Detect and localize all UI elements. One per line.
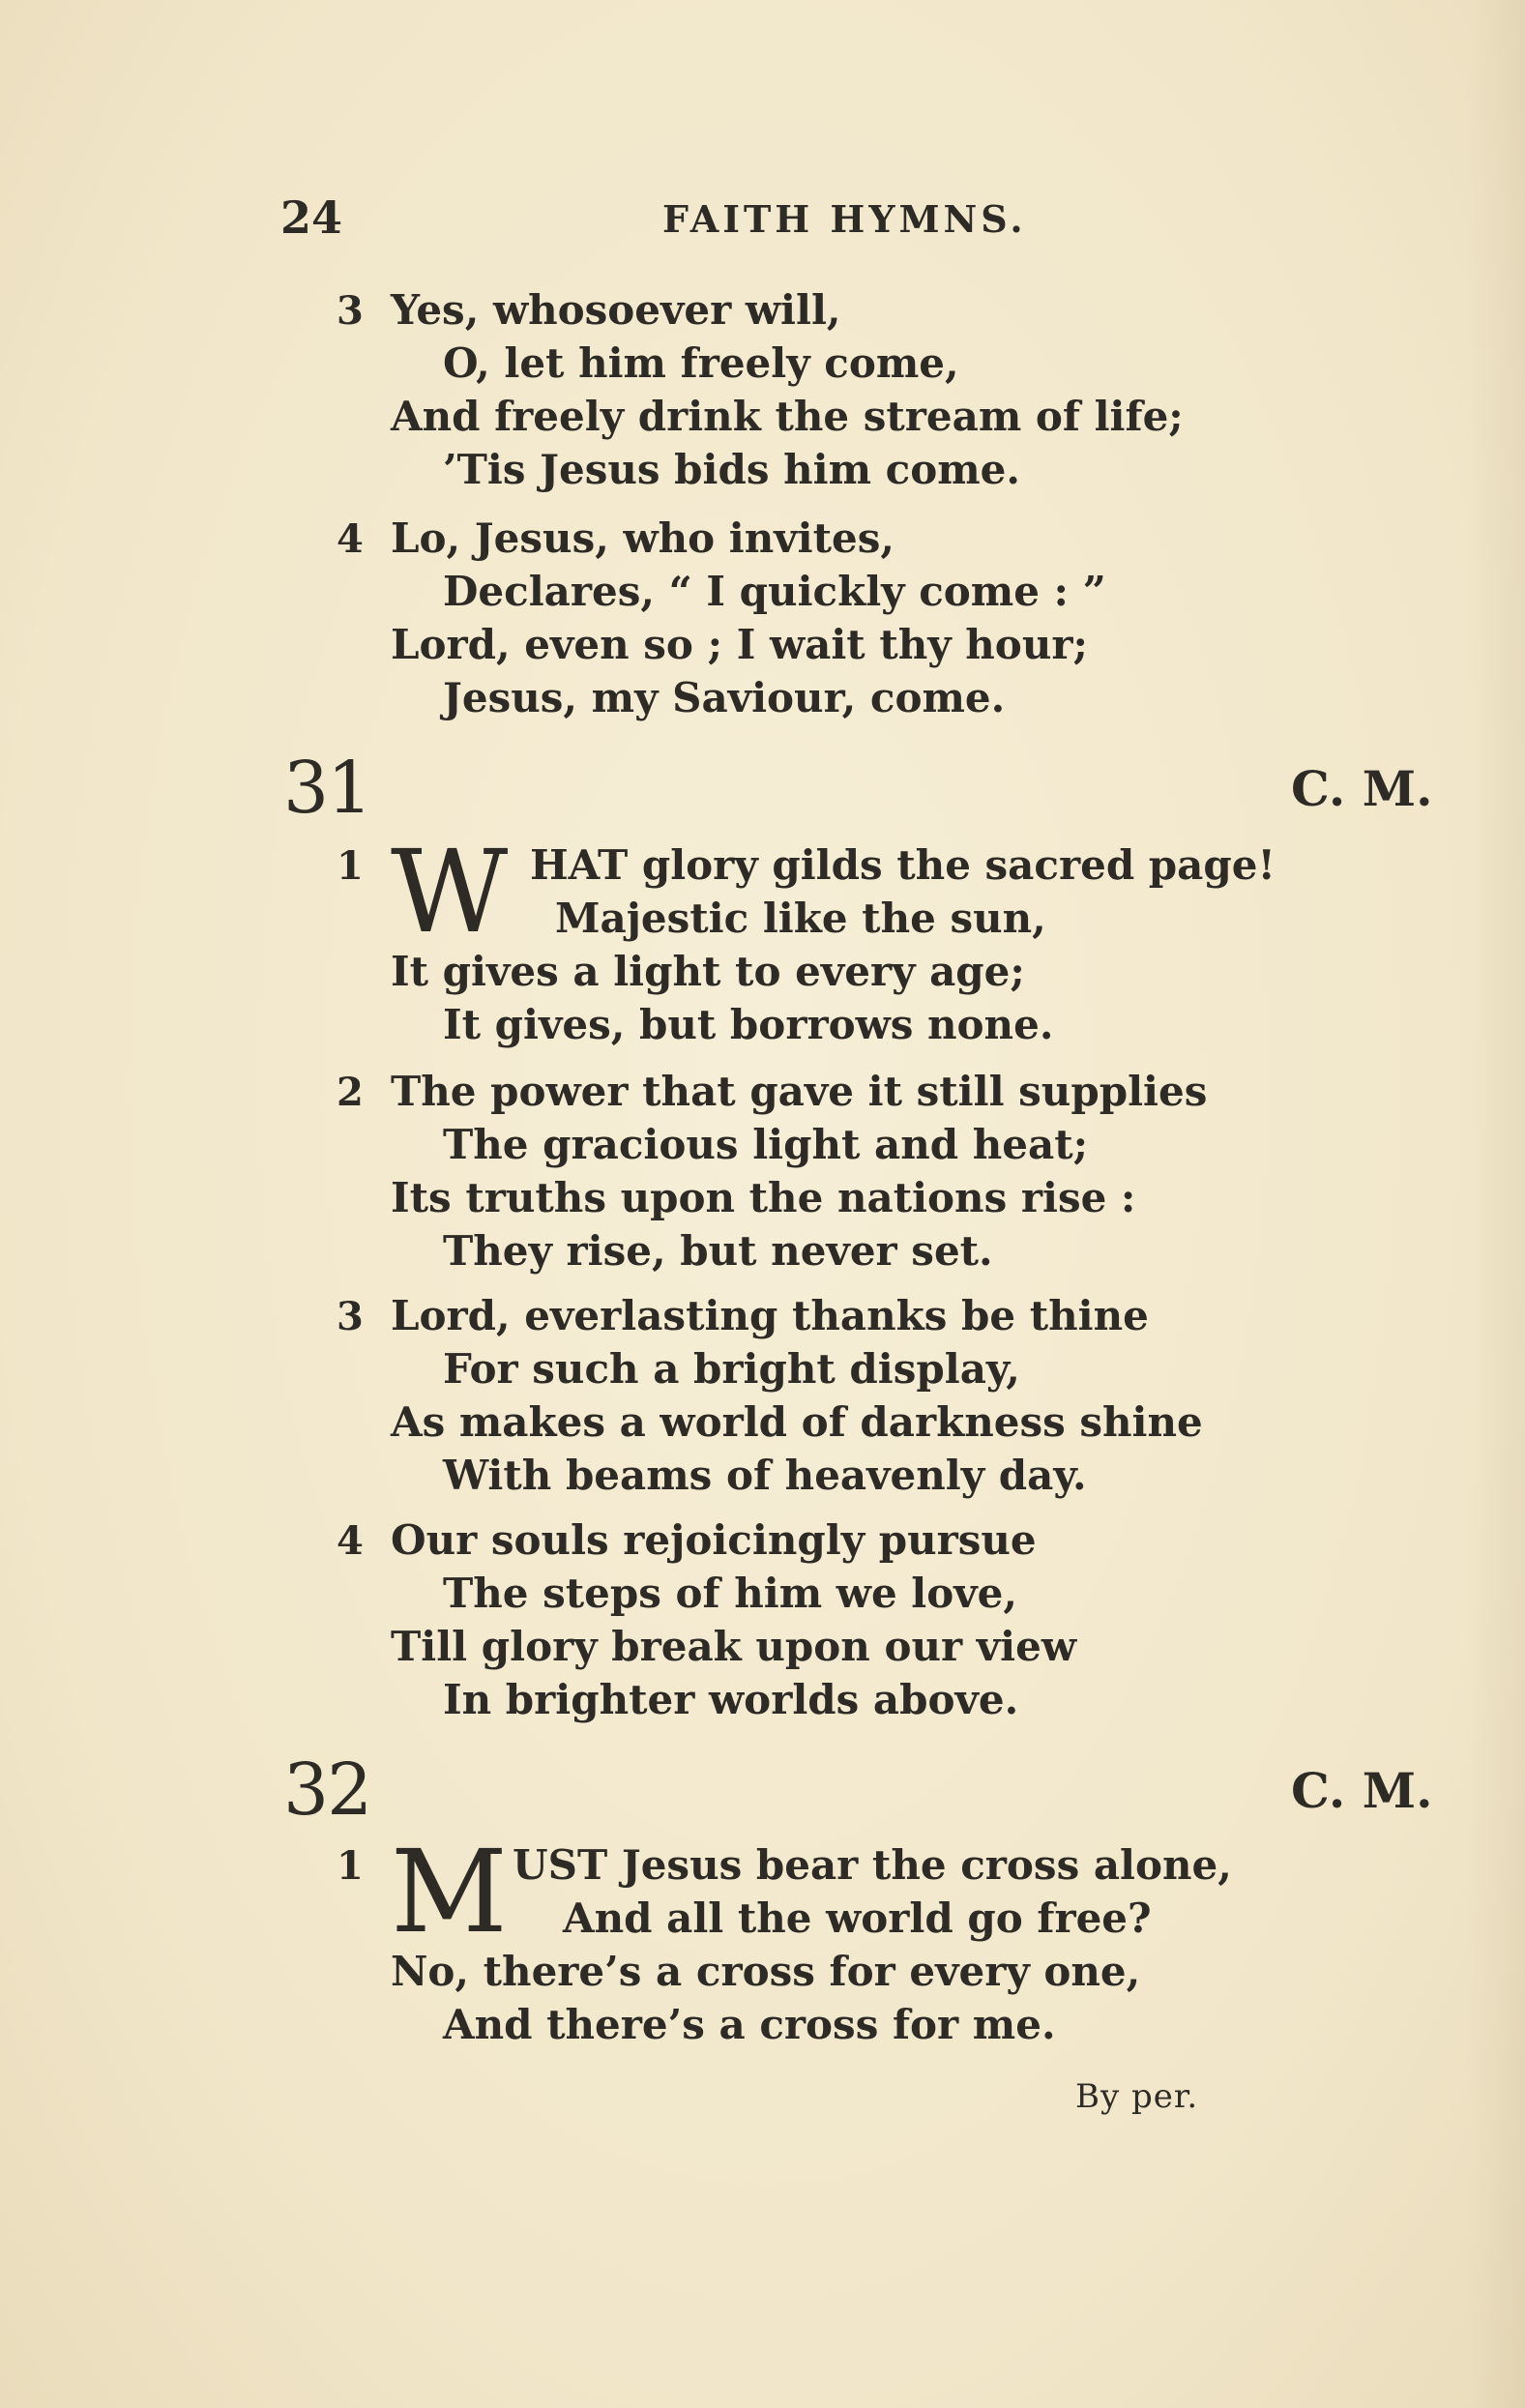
verse-line: ’Tis Jesus bids him come.: [443, 446, 1021, 493]
verse-line: O, let him freely come,: [443, 339, 959, 387]
verse-line: And freely drink the stream of life;: [391, 393, 1184, 440]
verse-number: 3: [337, 1294, 364, 1339]
verse-line: In brighter worlds above.: [443, 1676, 1019, 1723]
verse-line: The power that gave it still supplies: [391, 1068, 1208, 1115]
verse-line: Its truths upon the nations rise :: [391, 1174, 1136, 1221]
verse-line: And there’s a cross for me.: [443, 2001, 1056, 2048]
verse-line: Lord, even so ; I wait thy hour;: [391, 621, 1088, 668]
page-number: 24: [280, 191, 343, 244]
verse-line: HAT glory gilds the sacred page!: [530, 841, 1276, 889]
verse-number: 3: [337, 288, 364, 334]
verse-line: With beams of heavenly day.: [443, 1452, 1087, 1499]
verse-line: For such a bright display,: [443, 1345, 1020, 1393]
hymn-meter: C. M.: [1291, 1762, 1433, 1819]
verse-number: 2: [337, 1070, 364, 1115]
verse-line: The steps of him we love,: [443, 1570, 1018, 1617]
verse-number: 1: [337, 843, 364, 889]
verse-line: It gives a light to every age;: [391, 948, 1025, 995]
verse-line: Till glory break upon our view: [391, 1623, 1076, 1670]
drop-cap: W: [391, 825, 509, 958]
verse-line: Majestic like the sun,: [555, 895, 1046, 942]
verse-number: 1: [337, 1843, 364, 1889]
verse-line: No, there’s a cross for every one,: [391, 1948, 1141, 1995]
verse-line: They rise, but never set.: [443, 1227, 993, 1275]
verse-line: And all the world go free?: [563, 1894, 1152, 1942]
verse-line: It gives, but borrows none.: [443, 1001, 1054, 1048]
verse-line: As makes a world of darkness shine: [391, 1398, 1203, 1446]
verse-line: Jesus, my Saviour, come.: [443, 674, 1006, 721]
verse-number: 4: [337, 516, 364, 562]
hymn-meter: C. M.: [1291, 760, 1433, 817]
verse-line: Declares, “ I quickly come : ”: [443, 568, 1106, 615]
verse-line: Our souls rejoicingly pursue: [391, 1516, 1037, 1564]
hymn-number: 32: [283, 1748, 371, 1832]
verse-number: 4: [337, 1518, 364, 1564]
running-title: FAITH HYMNS.: [662, 197, 1027, 241]
verse-line: Yes, whosoever will,: [391, 286, 841, 334]
drop-cap: M: [391, 1825, 508, 1958]
verse-line: Lo, Jesus, who invites,: [391, 514, 895, 562]
verse-line: The gracious light and heat;: [443, 1121, 1089, 1168]
page-header: [280, 191, 1073, 250]
attribution: By per.: [1075, 2077, 1199, 2116]
hymn-number: 31: [283, 747, 371, 830]
verse-line: UST Jesus bear the cross alone,: [513, 1841, 1232, 1889]
page-edge-shadow: [1467, 0, 1525, 2408]
verse-line: Lord, everlasting thanks be thine: [391, 1292, 1149, 1339]
